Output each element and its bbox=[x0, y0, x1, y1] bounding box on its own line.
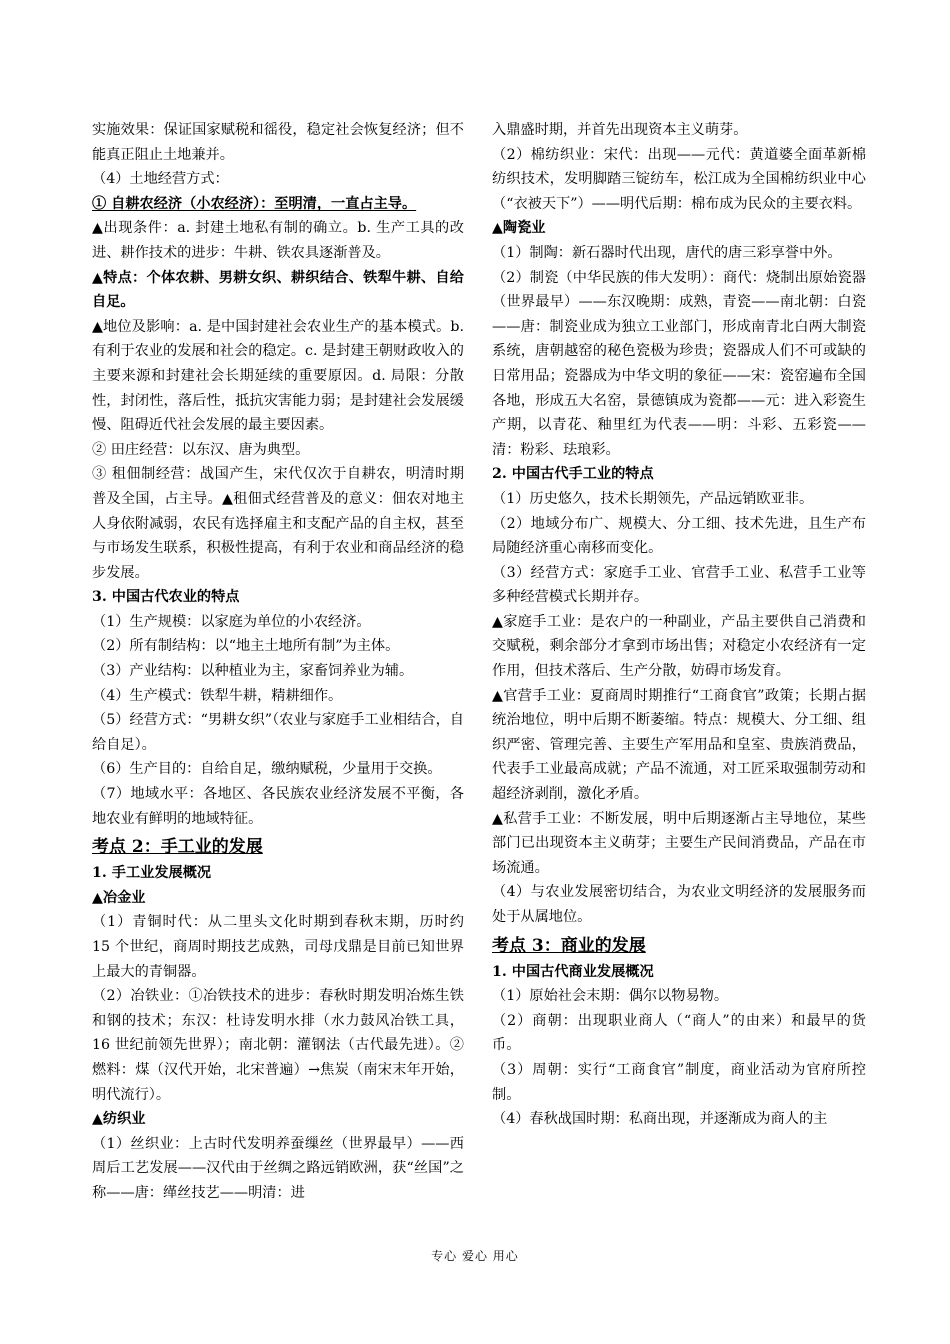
paragraph: ② 田庄经营：以东汉、唐为典型。 bbox=[92, 441, 310, 458]
subsection-heading: ▲冶金业 bbox=[92, 889, 146, 906]
paragraph: ▲特点：个体农耕、男耕女织、耕织结合、铁犁牛耕、自给自足。 bbox=[92, 269, 464, 311]
section-heading: 1. 中国古代商业发展概况 bbox=[492, 963, 654, 980]
subsection-heading: ▲陶瓷业 bbox=[492, 220, 546, 237]
paragraph: 实施效果：保证国家赋税和徭役，稳定社会恢复经济；但不能真正阻止土地兼并。 bbox=[92, 122, 464, 163]
section-heading: 2. 中国古代手工业的特点 bbox=[492, 466, 654, 483]
paragraph: （3）产业结构：以种植业为主，家畜饲养业为辅。 bbox=[92, 663, 414, 680]
paragraph: （1）生产规模：以家庭为单位的小农经济。 bbox=[92, 613, 371, 630]
topic-heading: 考点 3：商业的发展 bbox=[492, 935, 646, 956]
paragraph: （2）地域分布广、规模大、分工细、技术先进，且生产布局随经济重心南移而变化。 bbox=[492, 515, 866, 557]
paragraph: （1）历史悠久，技术长期领先，产品远销欧亚非。 bbox=[492, 490, 814, 507]
paragraph: ▲官营手工业：夏商周时期推行“工商食官”政策；长期占据统治地位，明中后期不断萎缩。特点：规模大、分工细、组织严密、管理完善、主要生产军用品和皇室、贵族消费品，代表手工业最高成就；产品不流通，对工匠采取强制劳动和超经济剥削，激化矛盾。 bbox=[492, 687, 866, 803]
paragraph: （5）经营方式：“男耕女织”（农业与家庭手工业相结合，自给自足）。 bbox=[92, 712, 464, 753]
topic-heading: 考点 2：手工业的发展 bbox=[92, 837, 263, 858]
paragraph: （2）所有制结构：以“地主土地所有制”为主体。 bbox=[92, 638, 400, 655]
paragraph: （2）制瓷（中华民族的伟大发明）：商代：烧制出原始瓷器（世界最早）——东汉晚期：成熟，青瓷——南北朝：白瓷——唐：制瓷业成为独立工业部门，形成南青北白两大制瓷系统，唐朝越窑的秘色瓷极为珍贵；瓷器成人们不可或缺的日常用品；瓷器成为中华文明的象征——宋：瓷窑遍布全国各地，形成五大名窑，景德镇成为瓷都——元：进入彩瓷生产期，以青花、釉里红为代表——明：斗彩、五彩瓷——清：粉彩、珐琅彩。 bbox=[492, 269, 866, 458]
left-column bbox=[92, 118, 464, 1206]
paragraph: （4）与农业发展密切结合，为农业文明经济的发展服务而处于从属地位。 bbox=[492, 884, 866, 925]
paragraph: （2）冶铁业：①冶铁技术的进步：春秋时期发明冶炼生铁和钢的技术；东汉：杜诗发明水排（水力鼓风冶铁工具，16 世纪前领先世界）；南北朝：灌钢法（古代最先进）。②燃料：煤（汉代开始，北宋普遍）→焦炭（南宋末年开始，明代流行）。 bbox=[92, 988, 464, 1103]
paragraph: （4）生产模式：铁犁牛耕，精耕细作。 bbox=[92, 687, 343, 704]
paragraph: （1）青铜时代：从二里头文化时期到春秋末期，历时约 15 个世纪，商周时期技艺成熟，司母戊鼎是目前已知世界上最大的青铜器。 bbox=[92, 914, 464, 980]
paragraph: （3）经营方式：家庭手工业、官营手工业、私营手工业等多种经营模式长期并存。 bbox=[492, 564, 866, 606]
paragraph: ▲家庭手工业：是农户的一种副业，产品主要供自己消费和交赋税，剩余部分才拿到市场出售；对稳定小农经济有一定作用，但技术落后、生产分散，妨碍市场发育。 bbox=[492, 613, 866, 680]
right-column bbox=[492, 118, 866, 1132]
paragraph: （7）地域水平：各地区、各民族农业经济发展不平衡，各地农业有鲜明的地域特征。 bbox=[92, 786, 464, 827]
paragraph: （2）商朝：出现职业商人（“商人”的由来）和最早的货币。 bbox=[492, 1012, 866, 1054]
paragraph: （6）生产目的：自给自足，缴纳赋税，少量用于交换。 bbox=[92, 761, 442, 778]
subsection-heading: ▲纺织业 bbox=[92, 1111, 146, 1128]
paragraph: ▲地位及影响：a. 是中国封建社会农业生产的基本模式。b. 有利于农业的发展和社会的稳定。c. 是封建王朝财政收入的主要来源和封建社会长期延续的重要原因。d. 局限：分散性，封闭性，落后性，抵抗灾害能力弱；是封建社会发展缓慢、阻碍近代社会发展的最主要因素。 bbox=[92, 318, 464, 434]
paragraph: 入鼎盛时期，并首先出现资本主义萌芽。 bbox=[492, 122, 748, 138]
paragraph: （4）春秋战国时期：私商出现，并逐渐成为商人的主 bbox=[492, 1111, 828, 1128]
paragraph: ▲出现条件：a. 封建土地私有制的确立。b. 生产工具的改进、耕作技术的进步：牛耕、铁农具逐渐普及。 bbox=[92, 220, 464, 261]
paragraph: （2）棉纺织业：宋代：出现——元代：黄道婆全面革新棉纺织技术，发明脚踏三锭纺车，松江成为全国棉纺织业中心（“衣被天下”）——明代后期：棉布成为民众的主要衣料。 bbox=[492, 146, 866, 212]
paragraph: （3）周朝：实行“工商食官”制度，商业活动为官府所控制。 bbox=[492, 1061, 866, 1103]
paragraph-heading: ① 自耕农经济（小农经济）：至明清，一直占主导。 bbox=[92, 195, 417, 212]
paragraph: ▲私营手工业：不断发展，明中后期逐渐占主导地位，某些部门已出现资本主义萌芽；主要生产民间消费品，产品在市场流通。 bbox=[492, 810, 866, 876]
paragraph: ③ 租佃制经营：战国产生，宋代仅次于自耕农，明清时期普及全国，占主导。▲租佃式经营普及的意义：佃农对地主人身依附减弱，农民有选择雇主和支配产品的自主权，甚至与市场发生联系，积极性提高，有利于农业和商品经济的稳步发展。 bbox=[92, 466, 464, 581]
page-footer: 专心 爱心 用心 bbox=[431, 1249, 519, 1263]
paragraph: （1）原始社会末期：偶尔以物易物。 bbox=[492, 988, 729, 1005]
section-heading: 1. 手工业发展概况 bbox=[92, 865, 212, 882]
paragraph: （1）制陶：新石器时代出现，唐代的唐三彩享誉中外。 bbox=[492, 244, 842, 261]
paragraph: （1）丝织业：上古时代发明养蚕缫丝（世界最早）——西周后工艺发展——汉代由于丝绸之路远销欧洲，获“丝国”之称——唐：缂丝技艺——明清：进 bbox=[92, 1135, 464, 1201]
section-heading: 3. 中国古代农业的特点 bbox=[92, 589, 240, 606]
paragraph: （4）土地经营方式： bbox=[92, 171, 229, 188]
